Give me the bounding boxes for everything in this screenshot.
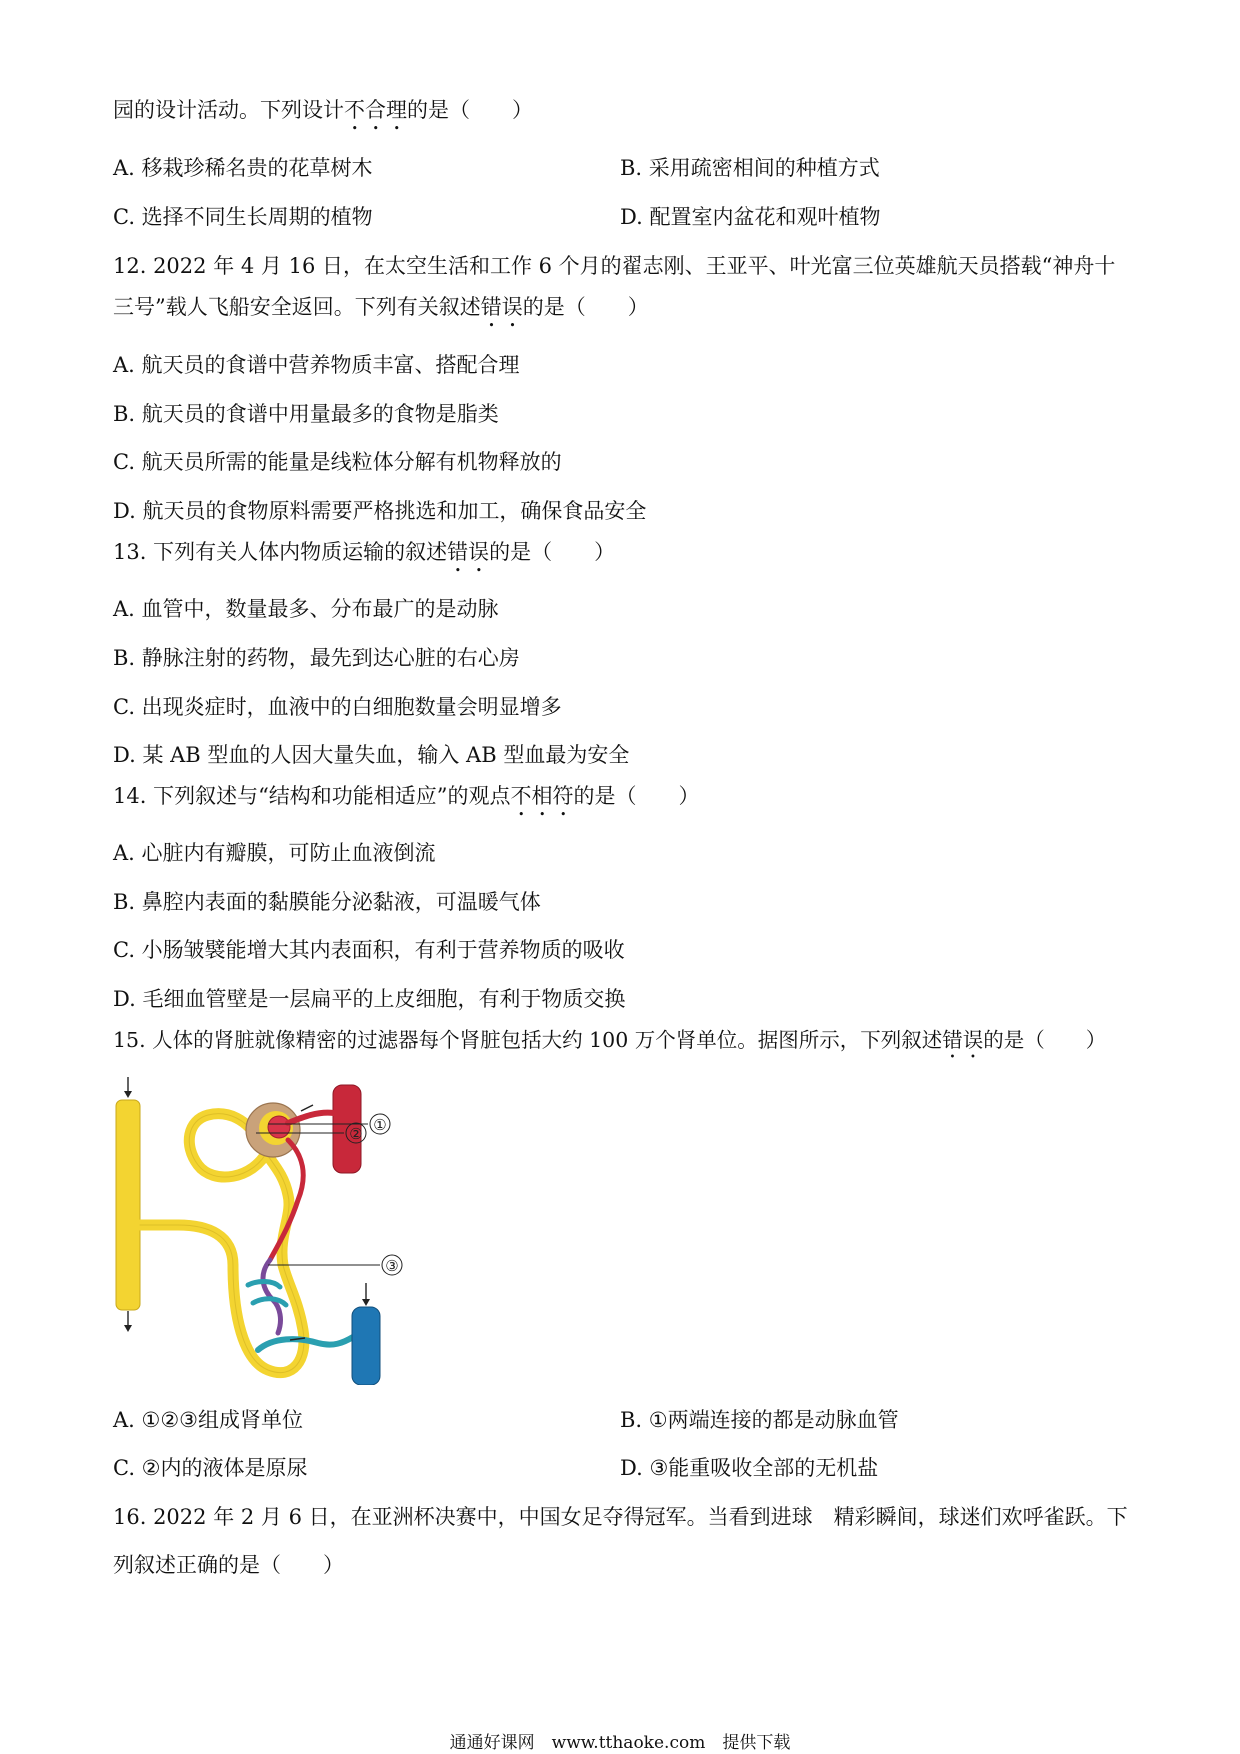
renal-vein-arrowhead — [362, 1299, 370, 1306]
q15-option-d: D. ③能重吸收全部的无机盐 — [620, 1456, 879, 1480]
q11-text-a: 园的设计活动。下列设计 — [113, 98, 344, 122]
q12-stem-line1: 12. 2022 年 4 月 16 日，在太空生活和工作 6 个月的翟志刚、王亚平、叶光富三位英雄航天员搭载“神舟十 — [113, 254, 1116, 278]
q14-option-a: A. 心脏内有瓣膜，可防止血液倒流 — [113, 841, 436, 865]
q11-stem-continuation — [113, 95, 533, 135]
q14-text-b: 的是（ ） — [573, 784, 700, 808]
q13-option-d: D. 某 AB 型血的人因大量失血，输入 AB 型血最为安全 — [113, 743, 630, 767]
q14-emphasis: 不相符 — [510, 784, 574, 808]
q11-emphasis: 不合理 — [344, 98, 407, 122]
q12-option-d: D. 航天员的食物原料需要严格挑选和加工，确保食品安全 — [113, 499, 647, 523]
q14-option-d: D. 毛细血管壁是一层扁平的上皮细胞，有利于物质交换 — [113, 987, 626, 1011]
q15-text-a: 15. 人体的肾脏就像精密的过滤器每个肾脏包括大约 100 万个肾单位。据图所示，下列叙述 — [113, 1028, 943, 1052]
nephron-figure — [108, 1075, 448, 1385]
q14-stem — [113, 781, 700, 821]
collecting-duct-out-arrowhead — [124, 1325, 132, 1332]
q15-stem — [113, 1025, 1106, 1063]
page-footer: 通通好课网 www.tthaoke.com 提供下载 — [449, 1733, 791, 1753]
q12-stem-line2 — [113, 292, 649, 332]
glomerulus — [268, 1116, 290, 1138]
q16-stem-line1: 16. 2022 年 2 月 6 日，在亚洲杯决赛中，中国女足夺得冠军。当看到进球 精彩瞬间，球迷们欢呼雀跃。下 — [113, 1505, 1128, 1529]
q13-stem — [113, 537, 615, 577]
q13-emphasis: 错误 — [447, 540, 490, 564]
q12-option-b: B. 航天员的食谱中用量最多的食物是脂类 — [113, 402, 499, 426]
q11-option-a: A. 移栽珍稀名贵的花草树木 — [113, 156, 373, 180]
q11-option-c: C. 选择不同生长周期的植物 — [113, 205, 373, 229]
q15-option-a: A. ①②③组成肾单位 — [113, 1408, 303, 1432]
q12-text-b: 的是（ ） — [522, 295, 649, 319]
renal-vein — [352, 1307, 380, 1385]
q15-option-b: B. ①两端连接的都是动脉血管 — [620, 1408, 899, 1432]
q13-text-b: 的是（ ） — [489, 540, 616, 564]
afferent-flow-arrow — [301, 1105, 313, 1111]
q15-text-b: 的是（ ） — [983, 1028, 1107, 1052]
q12-option-a: A. 航天员的食谱中营养物质丰富、搭配合理 — [113, 353, 520, 377]
q15-option-c: C. ②内的液体是原尿 — [113, 1456, 308, 1480]
label-2: ② — [349, 1125, 363, 1143]
q14-option-c: C. 小肠皱襞能增大其内表面积，有利于营养物质的吸收 — [113, 938, 625, 962]
q13-option-a: A. 血管中，数量最多、分布最广的是动脉 — [113, 597, 499, 621]
q11-option-d: D. 配置室内盆花和观叶植物 — [620, 205, 881, 229]
q13-option-c: C. 出现炎症时，血液中的白细胞数量会明显增多 — [113, 695, 562, 719]
q12-emphasis: 错误 — [480, 295, 523, 319]
q12-option-c: C. 航天员所需的能量是线粒体分解有机物释放的 — [113, 450, 562, 474]
q13-option-b: B. 静脉注射的药物，最先到达心脏的右心房 — [113, 646, 520, 670]
q14-text-a: 14. 下列叙述与“结构和功能相适应”的观点 — [113, 784, 511, 808]
collecting-duct-in-arrowhead — [124, 1091, 132, 1098]
q13-text-a: 13. 下列有关人体内物质运输的叙述 — [113, 540, 448, 564]
label-3: ③ — [385, 1257, 399, 1275]
capillary-wrap-2 — [253, 1299, 286, 1305]
q14-option-b: B. 鼻腔内表面的黏膜能分泌黏液，可温暖气体 — [113, 890, 541, 914]
q16-stem-line2: 列叙述正确的是（ ） — [113, 1553, 344, 1577]
collecting-duct — [116, 1100, 140, 1310]
q11-text-b: 的是（ ） — [407, 98, 533, 122]
q12-text-a: 三号”载人飞船安全返回。下列有关叙述 — [113, 295, 481, 319]
label-1: ① — [373, 1116, 387, 1134]
q15-emphasis: 错误 — [942, 1028, 984, 1052]
q11-option-b: B. 采用疏密相间的种植方式 — [620, 156, 880, 180]
